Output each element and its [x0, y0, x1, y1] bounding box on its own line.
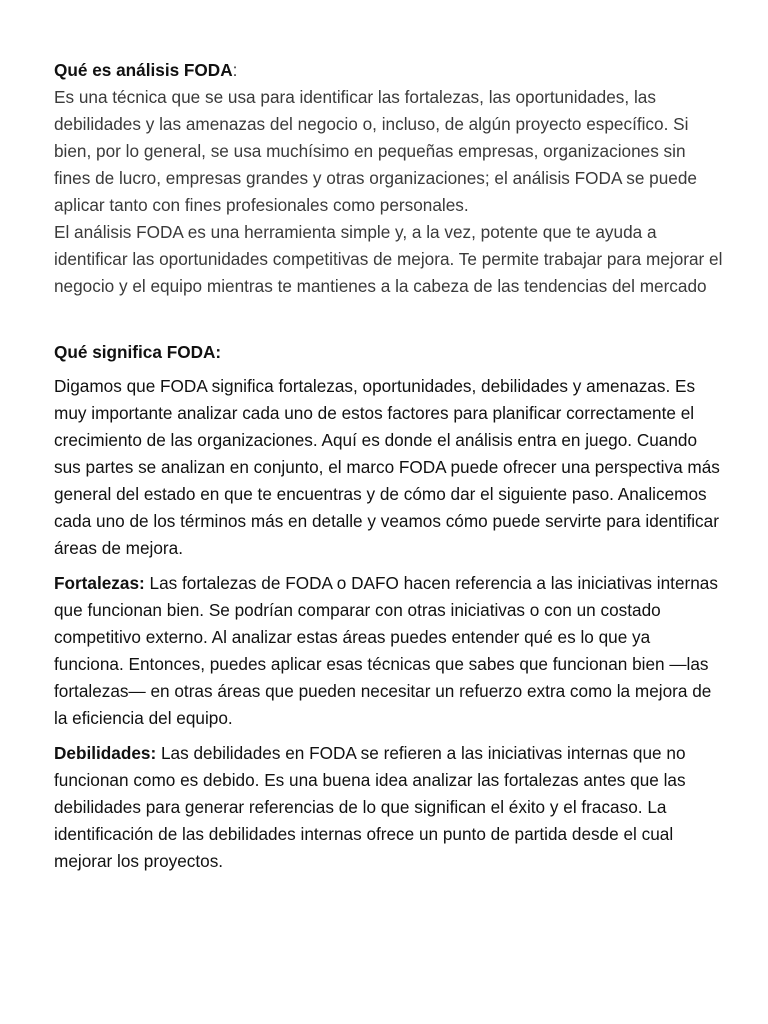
document-page — [54, 57, 724, 875]
weaknesses-body: Las debilidades en FODA se refieren a las iniciativas internas que no funcionan como es debido. Es una buena idea analizar las fortalezas antes que las debilidades para generar referencias de lo que significan el éxito y el fracaso. La identificación de las debilidades internas ofrece un punto de partida desde el cual mejorar los proyectos. — [54, 743, 686, 871]
strengths-paragraph — [54, 570, 724, 732]
weaknesses-paragraph — [54, 740, 724, 875]
intro-heading-suffix: : — [232, 60, 238, 80]
intro-definition: Es una técnica que se usa para identificar las fortalezas, las oportunidades, las debilidades y las amenazas del negocio o, incluso, de algún proyecto específico. Si bien, por lo general, se usa muchísimo en pequeñas empresas, organizaciones sin fines de lucro, empresas grandes y otras organizaciones; el análisis FODA se puede aplicar tanto con fines profesionales como personales. — [54, 87, 697, 215]
meaning-body: Digamos que FODA significa fortalezas, oportunidades, debilidades y amenazas. Es muy importante analizar cada uno de estos factores para planificar correctamente el crecimiento de las organizaciones. Aquí es donde el análisis entra en juego. Cuando sus partes se analizan en conjunto, el marco FODA puede ofrecer una perspectiva más general del estado en que te encuentras y de cómo dar el siguiente paso. Analicemos cada uno de los términos más en detalle y veamos cómo puede servirte para identificar áreas de mejora. — [54, 376, 720, 558]
intro-detail: El análisis FODA es una herramienta simple y, a la vez, potente que te ayuda a identificar las oportunidades competitivas de mejora. Te permite trabajar para mejorar el negocio y el equipo mientras te mantienes a la cabeza de las tendencias del mercado — [54, 222, 723, 296]
strengths-label: Fortalezas: — [54, 573, 145, 593]
strengths-body: Las fortalezas de FODA o DAFO hacen referencia a las iniciativas internas que funcionan bien. Se podrían comparar con otras iniciativas o con un costado competitivo externo. Al analizar estas áreas puedes entender qué es lo que ya funciona. Entonces, puedes aplicar esas técnicas que sabes que funcionan bien —las fortalezas— en otras áreas que pueden necesitar un refuerzo extra como la mejora de la eficiencia del equipo. — [54, 573, 718, 728]
meaning-heading: Qué significa FODA: — [54, 342, 222, 362]
intro-heading-line — [54, 57, 724, 84]
weaknesses-label: Debilidades: — [54, 743, 157, 763]
intro-section — [54, 57, 724, 300]
section-spacer — [54, 300, 724, 339]
intro-heading: Qué es análisis FODA — [54, 60, 233, 80]
